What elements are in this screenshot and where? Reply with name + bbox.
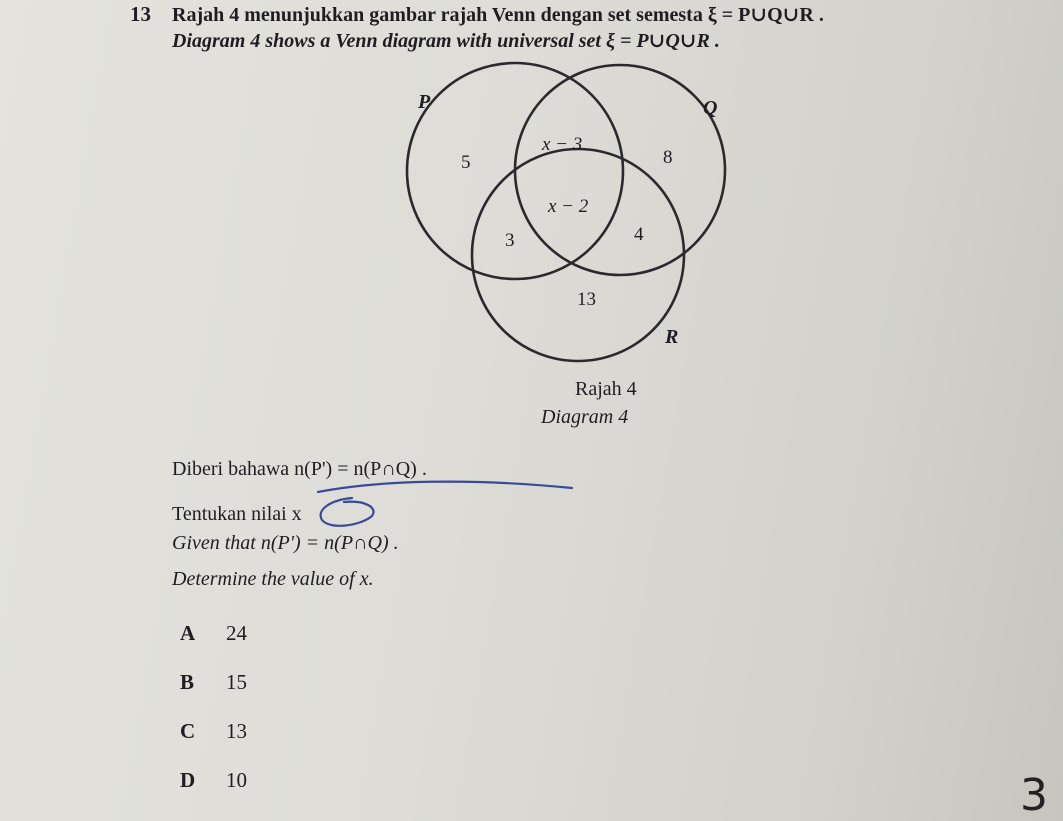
region-p-only: 5 <box>461 152 471 173</box>
diagram-caption-malay: Rajah 4 <box>575 378 637 400</box>
option-letter: C <box>180 719 196 743</box>
given-statement-english: Given that n(P') = n(P∩Q) . <box>172 532 399 554</box>
question-text-english: Diagram 4 shows a Venn diagram with universal set ξ = P∪Q∪R . <box>172 30 720 52</box>
find-statement-english: Determine the value of x. <box>172 568 374 590</box>
set-r-circle <box>472 149 684 361</box>
option-b[interactable] <box>180 670 247 695</box>
page-number: 3 <box>1020 770 1048 821</box>
option-c[interactable] <box>180 719 247 744</box>
question-number: 13 <box>130 2 151 26</box>
region-p-and-r: 3 <box>505 230 515 251</box>
option-letter: B <box>180 670 195 694</box>
option-letter: D <box>180 768 196 792</box>
region-p-and-q: x − 3 <box>542 134 583 155</box>
region-p-q-r: x − 2 <box>548 196 589 217</box>
set-p-label: P <box>418 91 431 113</box>
find-statement-malay: Tentukan nilai x <box>172 503 302 525</box>
option-value: 24 <box>226 621 247 645</box>
diagram-caption-english: Diagram 4 <box>541 406 629 428</box>
region-q-only: 8 <box>663 147 673 168</box>
option-value: 15 <box>226 670 247 694</box>
set-r-label: R <box>665 326 679 348</box>
set-q-circle <box>515 65 725 275</box>
option-letter: A <box>180 621 196 645</box>
region-r-only: 13 <box>577 289 596 310</box>
option-value: 10 <box>226 768 247 792</box>
region-q-and-r: 4 <box>634 224 644 245</box>
option-value: 13 <box>226 719 247 743</box>
ink-underline <box>318 482 572 492</box>
option-d[interactable] <box>180 768 247 793</box>
ink-circle <box>321 498 374 526</box>
given-statement-malay: Diberi bahawa n(P') = n(P∩Q) . <box>172 458 427 480</box>
option-a[interactable] <box>180 621 247 646</box>
set-q-label: Q <box>703 97 718 119</box>
question-text-malay: Rajah 4 menunjukkan gambar rajah Venn dengan set semesta ξ = P∪Q∪R . <box>172 4 824 26</box>
